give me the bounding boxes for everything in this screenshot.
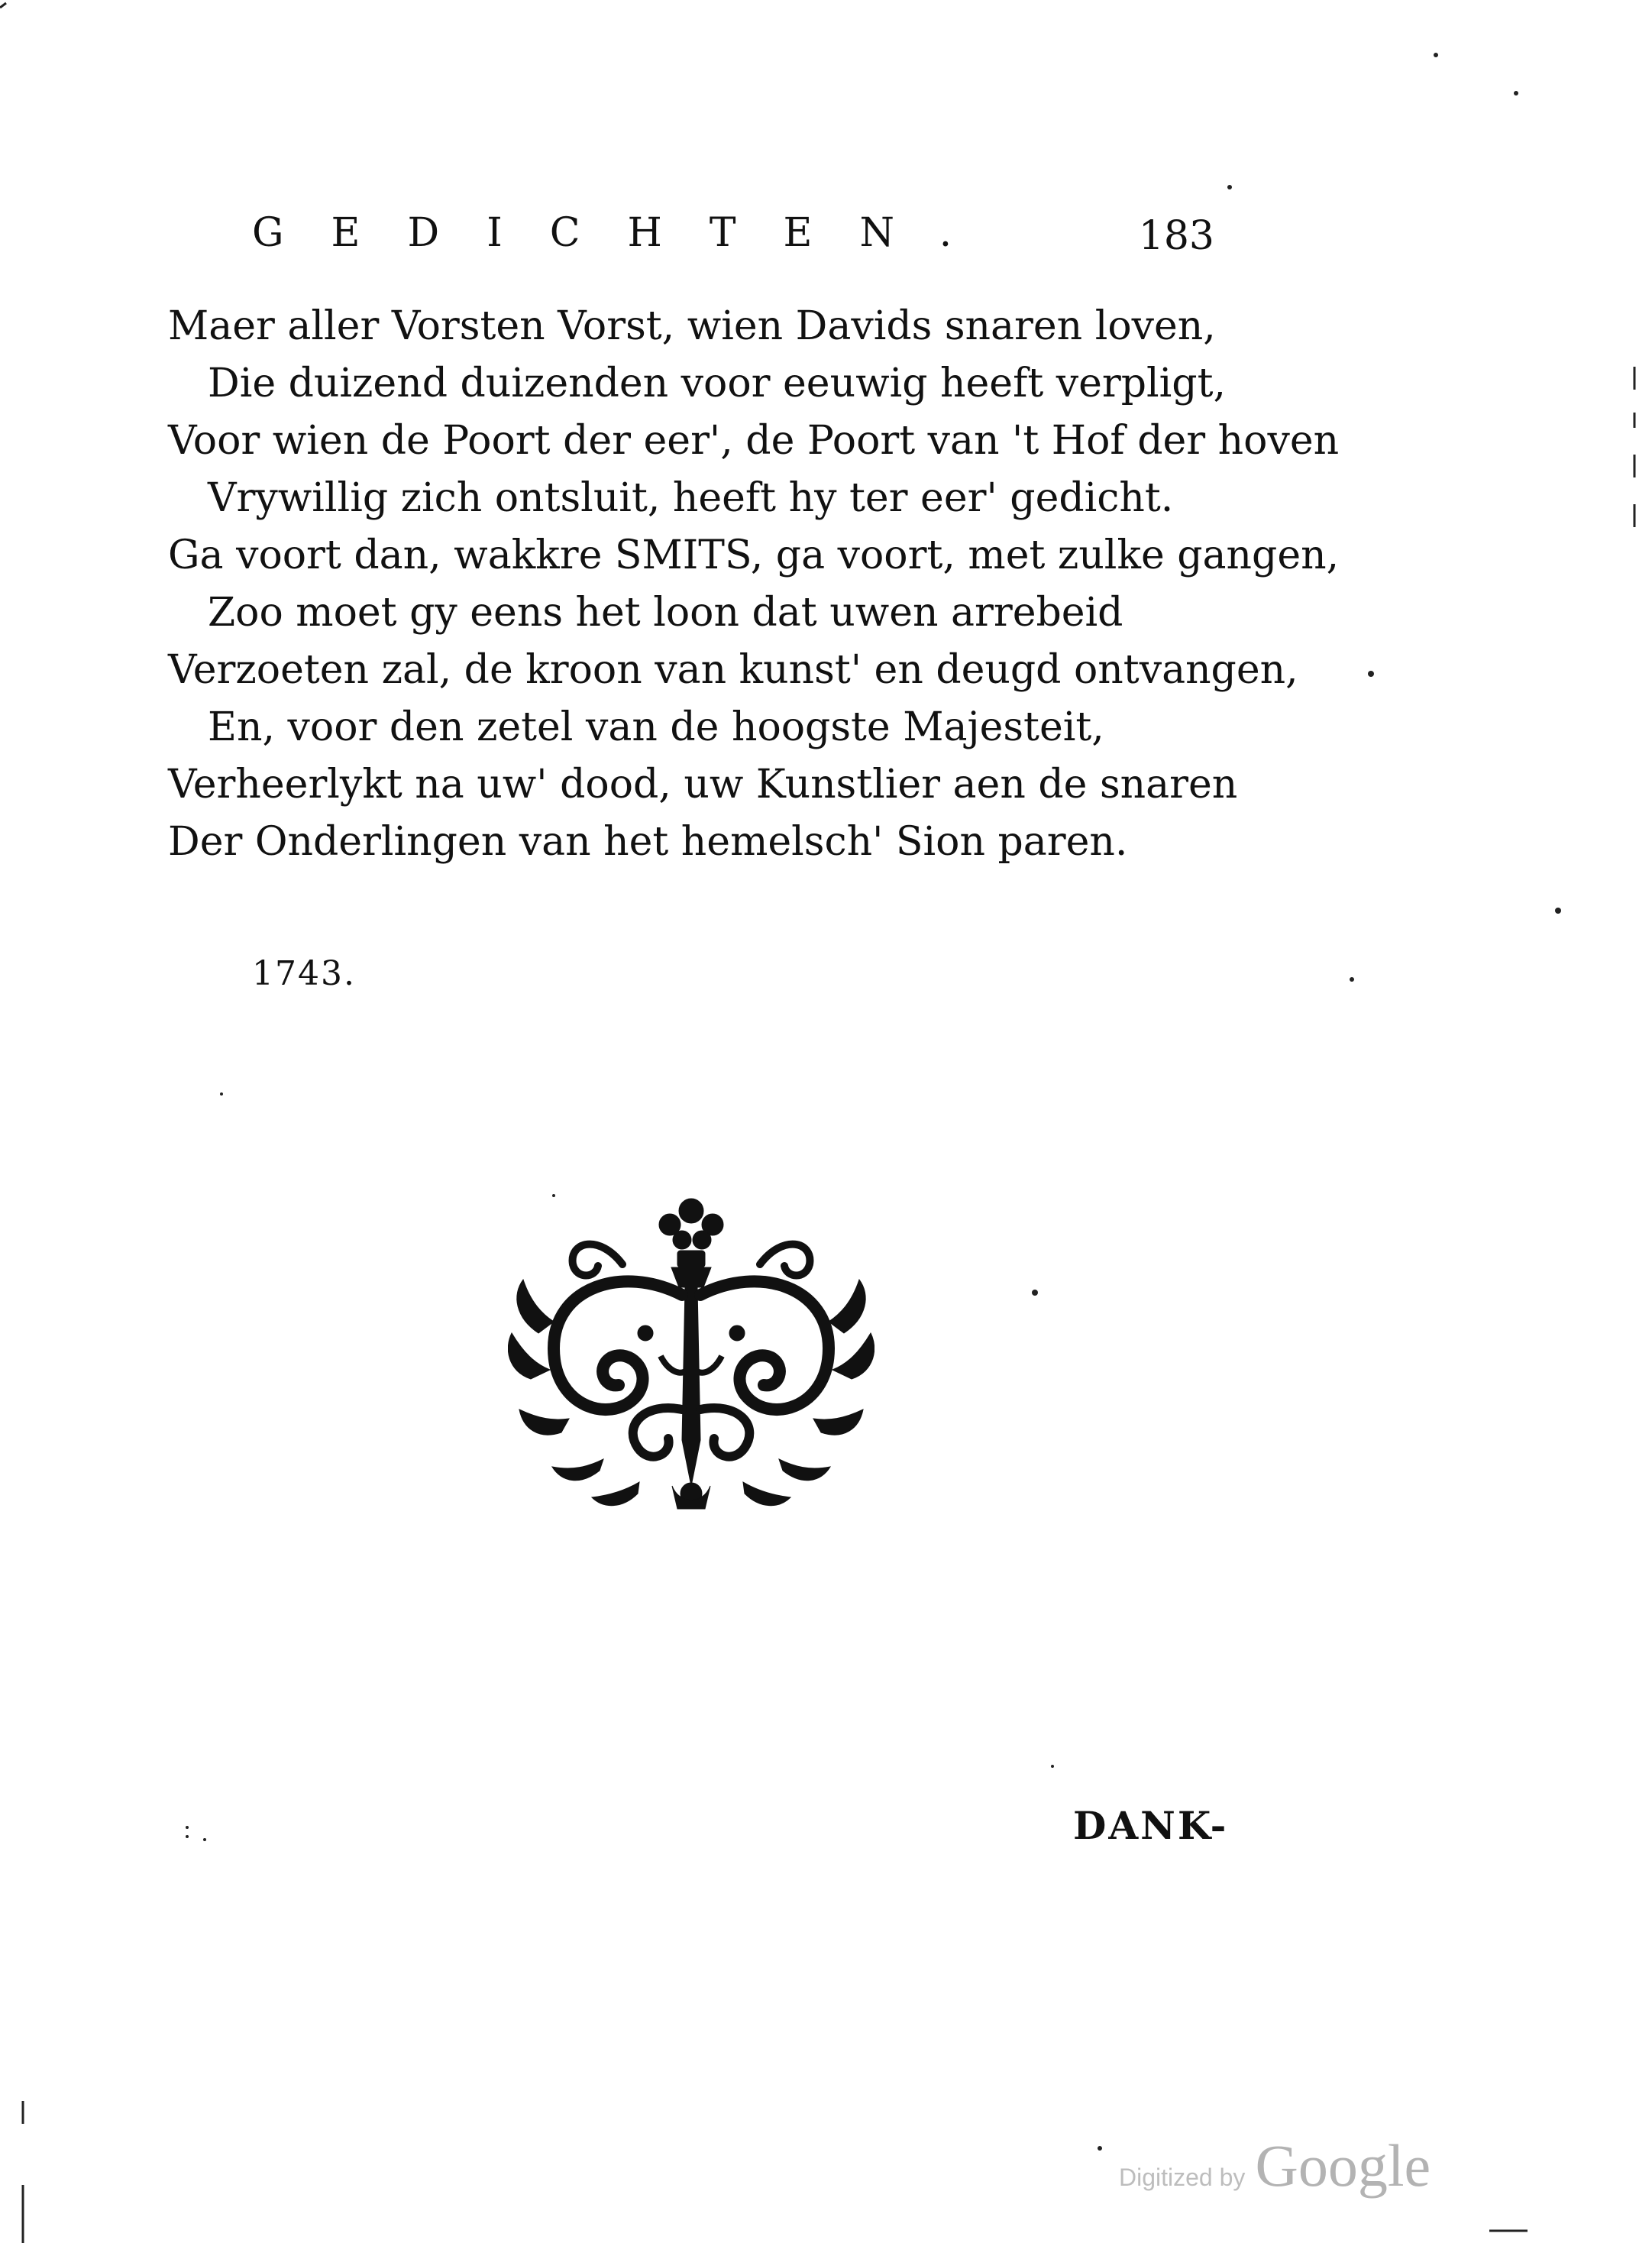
poem-body [168,298,1340,871]
poem-year: 1743. [252,954,356,993]
digitization-watermark [1119,2131,1431,2200]
poem-line: Voor wien de Poort der eer', de Poort van 't Hof der hoven [168,418,1340,464]
catchword: DANK- [1073,1803,1229,1848]
poem-line: Maer aller Vorsten Vorst, wien Davids snaren loven, [168,303,1216,349]
poem-line: Zoo moet gy eens het loon dat uwen arrebeid [208,590,1123,636]
poem-line: Die duizend duizenden voor eeuwig heeft verpligt, [208,361,1227,406]
page-number: 183 [1138,213,1214,259]
poem-line: Der Onderlingen van het hemelsch' Sion paren. [168,819,1128,865]
poem-line: Ga voort dan, wakkre SMITS, ga voort, met zulke gangen, [168,532,1340,578]
floral-vignette-icon [508,1180,874,1524]
poem-line: En, voor den zetel van de hoogste Majesteit, [208,704,1104,750]
poem-line: Vrywillig zich ontsluit, heeft hy ter eer' gedicht. [208,475,1174,521]
running-title: GEDICHTEN. [252,210,1000,256]
poem-line: Verheerlykt na uw' dood, uw Kunstlier aen de snaren [168,762,1238,808]
watermark-prefix: Digitized by [1119,2164,1246,2191]
watermark-brand: Google [1255,2132,1431,2199]
running-head [252,202,1214,264]
poem-line: Verzoeten zal, de kroon van kunst' en deugd ontvangen, [168,647,1298,693]
